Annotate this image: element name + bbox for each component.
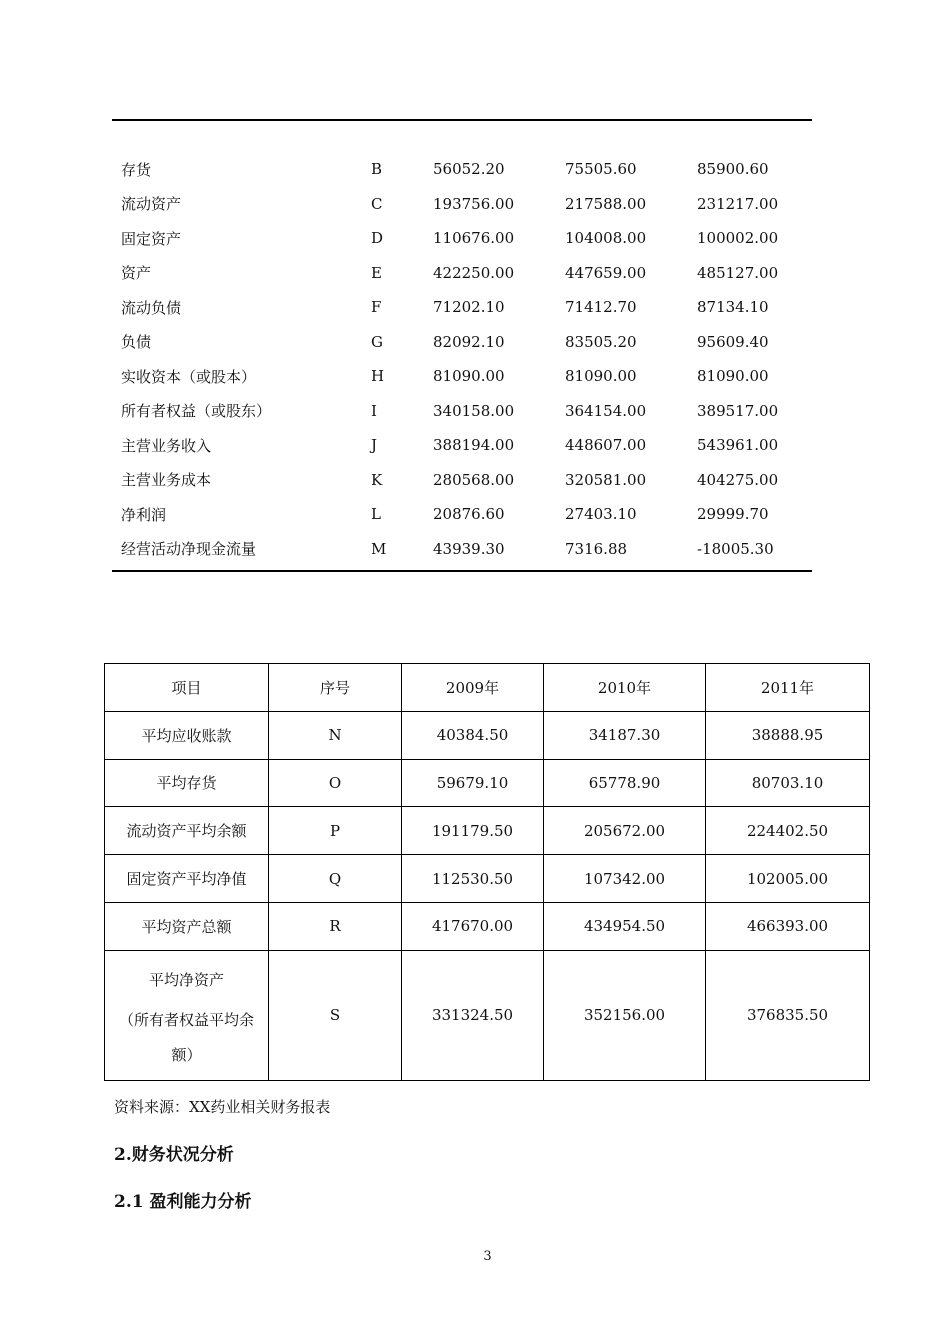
row-label: 资产 xyxy=(121,264,152,283)
value-2009: 388194.00 xyxy=(433,436,515,455)
table-row xyxy=(112,394,821,429)
table-row xyxy=(105,759,870,807)
row-label: 流动资产 xyxy=(121,195,182,214)
value-2011: 485127.00 xyxy=(697,263,779,282)
value-2009: 20876.60 xyxy=(433,505,505,524)
row-label: 负债 xyxy=(121,333,152,352)
row-code: N xyxy=(269,711,402,759)
value-2011: 85900.60 xyxy=(697,160,769,179)
value-2009: 422250.00 xyxy=(433,263,515,282)
row-code: I xyxy=(371,401,377,420)
value-2011: 81090.00 xyxy=(697,367,769,386)
row-code: H xyxy=(371,367,385,386)
value-2011: -18005.30 xyxy=(697,539,774,558)
row-label-line: （所有者权益平均余 xyxy=(118,1011,254,1030)
row-label: 所有者权益（或股东） xyxy=(121,402,272,421)
row-code: P xyxy=(269,807,402,855)
table1-bottom-rule xyxy=(112,570,812,572)
row-label: 固定资产 xyxy=(121,229,182,248)
value-2010: 320581.00 xyxy=(565,470,647,489)
value-2010: 434954.50 xyxy=(544,902,706,950)
value-2009: 110676.00 xyxy=(433,229,515,248)
subsection-heading: 2.1 盈利能力分析 xyxy=(114,1192,252,1212)
table-row xyxy=(105,855,870,903)
header-2010: 2010年 xyxy=(544,664,706,712)
row-code: M xyxy=(371,539,387,558)
value-2009: 280568.00 xyxy=(433,470,515,489)
table-row xyxy=(112,221,821,256)
row-label: 流动负债 xyxy=(121,298,182,317)
row-code: E xyxy=(371,263,382,282)
value-2009: 56052.20 xyxy=(433,160,505,179)
value-2011: 100002.00 xyxy=(697,229,779,248)
value-2010: 217588.00 xyxy=(565,194,647,213)
value-2009: 43939.30 xyxy=(433,539,505,558)
value-2010: 83505.20 xyxy=(565,332,637,351)
table-row xyxy=(112,359,821,394)
table-row xyxy=(105,711,870,759)
table-row xyxy=(112,152,821,187)
row-label: 固定资产平均净值 xyxy=(105,855,269,903)
row-label: 平均存货 xyxy=(105,759,269,807)
row-label: 存货 xyxy=(121,160,152,179)
row-label: 经营活动净现金流量 xyxy=(121,540,257,559)
row-code: R xyxy=(269,902,402,950)
value-2010: 447659.00 xyxy=(565,263,647,282)
value-2010: 75505.60 xyxy=(565,160,637,179)
value-2011: 38888.95 xyxy=(706,711,870,759)
value-2010: 7316.88 xyxy=(565,539,628,558)
value-2009: 112530.50 xyxy=(402,855,544,903)
row-label: 平均资产总额 xyxy=(105,902,269,950)
value-2011: 376835.50 xyxy=(706,950,870,1080)
value-2011: 87134.10 xyxy=(697,298,769,317)
value-2010: 205672.00 xyxy=(544,807,706,855)
row-code: B xyxy=(371,160,383,179)
row-code: O xyxy=(269,759,402,807)
row-code: S xyxy=(269,950,402,1080)
value-2010: 34187.30 xyxy=(544,711,706,759)
table-row xyxy=(112,532,821,567)
average-data-table xyxy=(104,663,870,1081)
row-code: F xyxy=(371,298,382,317)
row-label-line: 额） xyxy=(171,1046,202,1065)
value-2010: 65778.90 xyxy=(544,759,706,807)
average-data-table-body xyxy=(105,711,870,1080)
value-2010: 352156.00 xyxy=(544,950,706,1080)
value-2010: 27403.10 xyxy=(565,505,637,524)
value-2010: 71412.70 xyxy=(565,298,637,317)
section-heading: 2.财务状况分析 xyxy=(114,1145,234,1165)
value-2009: 193756.00 xyxy=(433,194,515,213)
value-2010: 107342.00 xyxy=(544,855,706,903)
table-row xyxy=(105,807,870,855)
value-2011: 389517.00 xyxy=(697,401,779,420)
table-header-row xyxy=(105,664,870,712)
table-row xyxy=(112,290,821,325)
row-label-line: 平均净资产 xyxy=(148,971,224,990)
header-2011: 2011年 xyxy=(706,664,870,712)
table-row xyxy=(112,497,821,532)
value-2009: 40384.50 xyxy=(402,711,544,759)
row-code: G xyxy=(371,332,383,351)
header-code: 序号 xyxy=(269,664,402,712)
value-2010: 81090.00 xyxy=(565,367,637,386)
table1-top-rule xyxy=(112,119,812,121)
row-label: 平均应收账款 xyxy=(105,711,269,759)
value-2009: 81090.00 xyxy=(433,367,505,386)
row-code: Q xyxy=(269,855,402,903)
table-row xyxy=(112,325,821,360)
row-label: 主营业务收入 xyxy=(121,436,212,455)
value-2011: 29999.70 xyxy=(697,505,769,524)
value-2010: 104008.00 xyxy=(565,229,647,248)
table-row xyxy=(112,256,821,291)
row-label: 净利润 xyxy=(121,505,167,524)
value-2011: 466393.00 xyxy=(706,902,870,950)
source-note: 资料来源：XX药业相关财务报表 xyxy=(114,1098,331,1116)
table-row xyxy=(112,187,821,222)
value-2009: 59679.10 xyxy=(402,759,544,807)
row-label xyxy=(105,950,269,1080)
row-code: C xyxy=(371,194,383,213)
table-row xyxy=(105,902,870,950)
page-number: 3 xyxy=(483,1249,492,1264)
row-code: L xyxy=(371,505,381,524)
value-2009: 331324.50 xyxy=(402,950,544,1080)
balance-data-table xyxy=(112,152,821,566)
value-2010: 364154.00 xyxy=(565,401,647,420)
balance-data-table-body xyxy=(112,152,821,566)
value-2011: 95609.40 xyxy=(697,332,769,351)
value-2009: 191179.50 xyxy=(402,807,544,855)
value-2011: 224402.50 xyxy=(706,807,870,855)
row-label: 实收资本（或股本） xyxy=(121,367,257,386)
row-code: K xyxy=(371,470,383,489)
row-code: J xyxy=(371,436,378,455)
value-2009: 71202.10 xyxy=(433,298,505,317)
table-row xyxy=(112,428,821,463)
value-2010: 448607.00 xyxy=(565,436,647,455)
header-2009: 2009年 xyxy=(402,664,544,712)
value-2009: 82092.10 xyxy=(433,332,505,351)
row-label: 主营业务成本 xyxy=(121,471,212,490)
row-label: 流动资产平均余额 xyxy=(105,807,269,855)
value-2009: 340158.00 xyxy=(433,401,515,420)
value-2011: 80703.10 xyxy=(706,759,870,807)
value-2011: 543961.00 xyxy=(697,436,779,455)
value-2011: 231217.00 xyxy=(697,194,779,213)
value-2011: 404275.00 xyxy=(697,470,779,489)
table-row xyxy=(105,950,870,1080)
value-2009: 417670.00 xyxy=(402,902,544,950)
value-2011: 102005.00 xyxy=(706,855,870,903)
header-item: 项目 xyxy=(105,664,269,712)
row-code: D xyxy=(371,229,384,248)
table-row xyxy=(112,463,821,498)
